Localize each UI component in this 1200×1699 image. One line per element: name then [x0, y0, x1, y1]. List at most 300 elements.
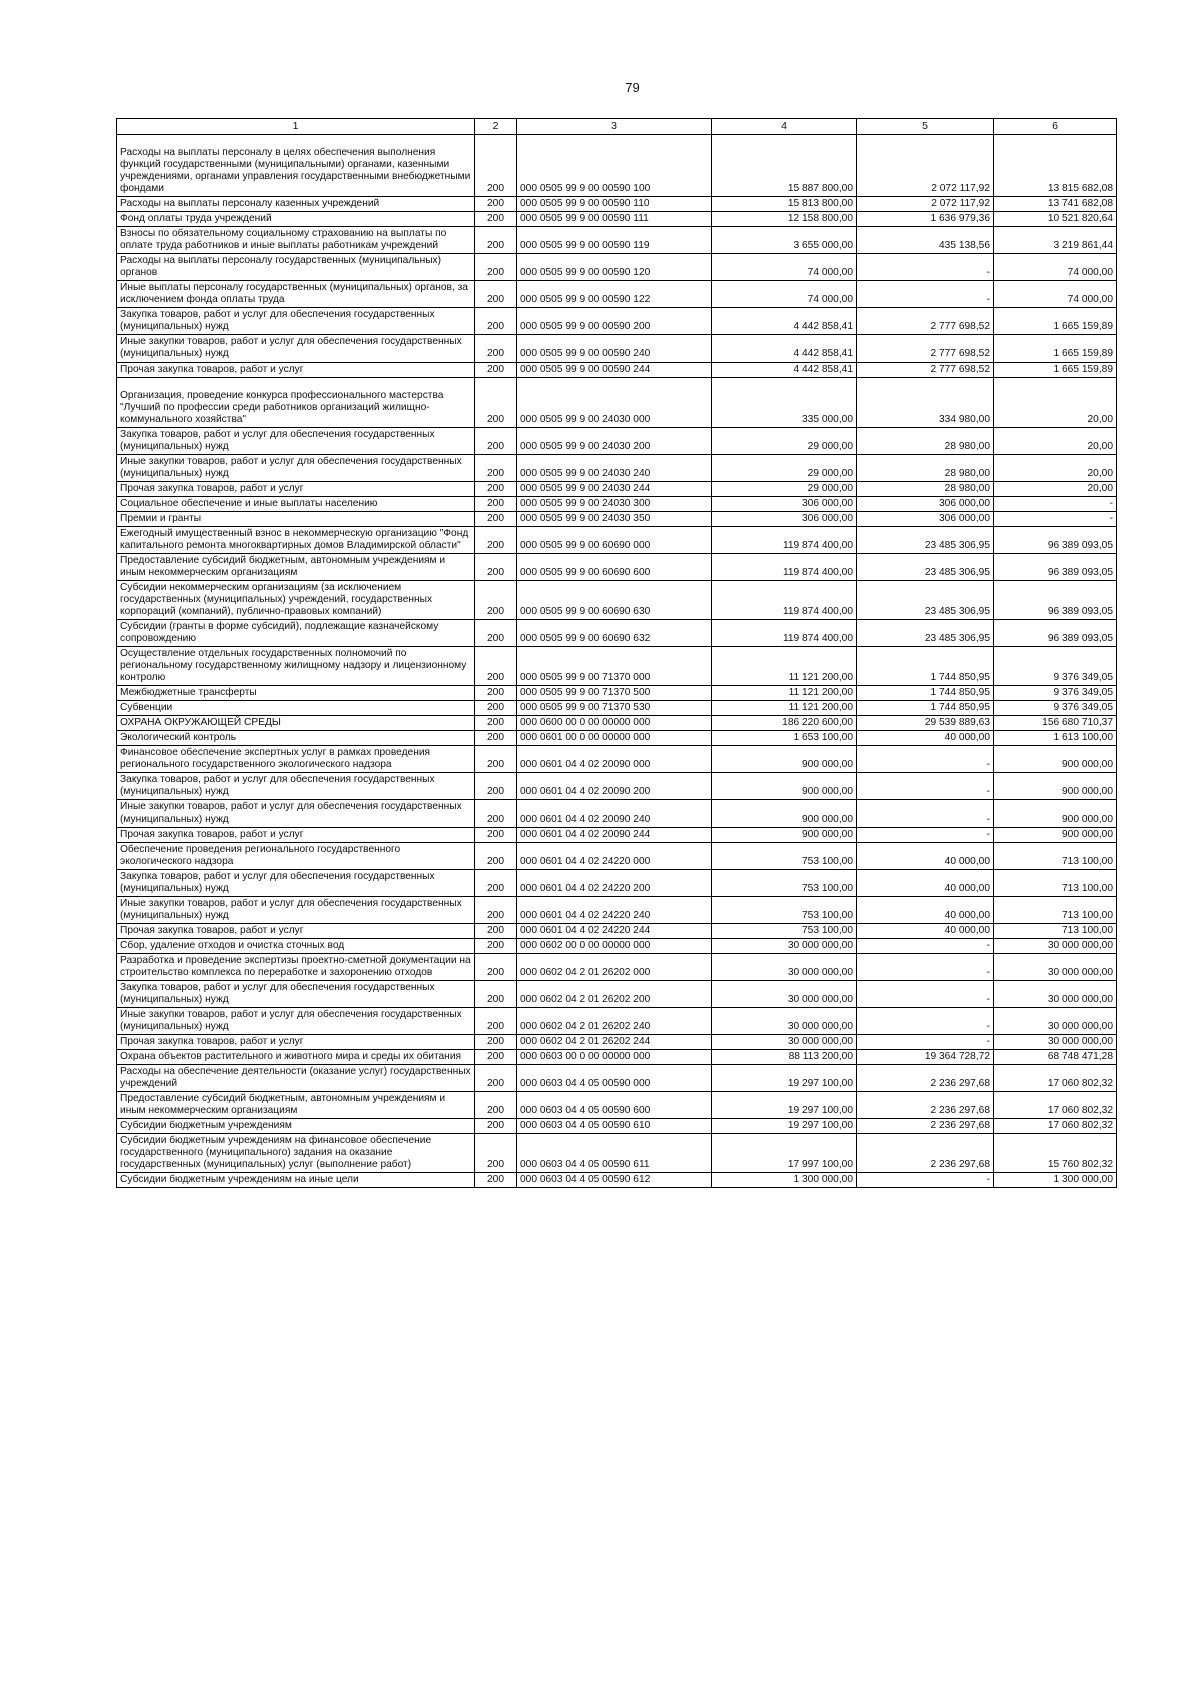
table-row	[117, 938, 1117, 953]
admin-code: 200	[475, 896, 517, 923]
approved-amount: 17 997 100,00	[712, 1134, 857, 1173]
executed-amount: 2 236 297,68	[857, 1065, 994, 1092]
item-name: Расходы на выплаты персоналу государственных (муниципальных) органов	[117, 254, 475, 281]
approved-amount: 900 000,00	[712, 800, 857, 827]
admin-code: 200	[475, 1134, 517, 1173]
item-name: Расходы на выплаты персоналу казенных учреждений	[117, 197, 475, 212]
item-name: Ежегодный имущественный взнос в некоммерческую организацию "Фонд капитального ремонта многоквартирных домов Владимирской области"	[117, 526, 475, 553]
table-row	[117, 701, 1117, 716]
item-name: Иные закупки товаров, работ и услуг для обеспечения государственных (муниципальных) нужд	[117, 1007, 475, 1034]
approved-amount: 74 000,00	[712, 281, 857, 308]
executed-amount: 19 364 728,72	[857, 1050, 994, 1065]
table-row	[117, 953, 1117, 980]
item-name: Иные выплаты персоналу государственных (муниципальных) органов, за исключением фонда оплаты труда	[117, 281, 475, 308]
budget-code: 000 0505 99 9 00 00590 122	[517, 281, 712, 308]
executed-amount: 2 236 297,68	[857, 1134, 994, 1173]
approved-amount: 306 000,00	[712, 511, 857, 526]
budget-code: 000 0603 04 4 05 00590 000	[517, 1065, 712, 1092]
admin-code: 200	[475, 526, 517, 553]
unexecuted-amount: 9 376 349,05	[994, 647, 1117, 686]
header-row	[117, 119, 1117, 135]
executed-amount: 40 000,00	[857, 842, 994, 869]
unexecuted-amount: 68 748 471,28	[994, 1050, 1117, 1065]
admin-code: 200	[475, 427, 517, 454]
unexecuted-amount: 13 741 682,08	[994, 197, 1117, 212]
budget-code: 000 0505 99 9 00 24030 244	[517, 481, 712, 496]
budget-code: 000 0505 99 9 00 60690 632	[517, 620, 712, 647]
admin-code: 200	[475, 281, 517, 308]
budget-code: 000 0505 99 9 00 00590 120	[517, 254, 712, 281]
executed-amount: -	[857, 800, 994, 827]
budget-code: 000 0505 99 9 00 71370 500	[517, 686, 712, 701]
item-name: Взносы по обязательному социальному страхованию на выплаты по оплате труда работников и иные выплаты работникам учреждений	[117, 227, 475, 254]
executed-amount: 40 000,00	[857, 731, 994, 746]
admin-code: 200	[475, 553, 517, 580]
approved-amount: 306 000,00	[712, 496, 857, 511]
executed-amount: -	[857, 827, 994, 842]
approved-amount: 29 000,00	[712, 454, 857, 481]
page-number: 79	[625, 80, 640, 95]
budget-code: 000 0505 99 9 00 60690 600	[517, 553, 712, 580]
table-row	[117, 1173, 1117, 1188]
item-name: Прочая закупка товаров, работ и услуг	[117, 827, 475, 842]
item-name: Иные закупки товаров, работ и услуг для обеспечения государственных (муниципальных) нужд	[117, 800, 475, 827]
budget-code: 000 0505 99 9 00 71370 530	[517, 701, 712, 716]
table-row	[117, 827, 1117, 842]
item-name: Осуществление отдельных государственных полномочий по региональному государственному жилищному надзору и лицензионному контролю	[117, 647, 475, 686]
budget-code: 000 0505 99 9 00 00590 240	[517, 335, 712, 362]
admin-code: 200	[475, 686, 517, 701]
admin-code: 200	[475, 197, 517, 212]
budget-code: 000 0603 04 4 05 00590 600	[517, 1092, 712, 1119]
unexecuted-amount: 1 665 159,89	[994, 308, 1117, 335]
table-row	[117, 842, 1117, 869]
unexecuted-amount: 713 100,00	[994, 869, 1117, 896]
executed-amount: -	[857, 281, 994, 308]
admin-code: 200	[475, 1065, 517, 1092]
table-body	[117, 135, 1117, 1188]
table-row	[117, 197, 1117, 212]
admin-code: 200	[475, 953, 517, 980]
admin-code: 200	[475, 335, 517, 362]
item-name: Премии и гранты	[117, 511, 475, 526]
approved-amount: 1 653 100,00	[712, 731, 857, 746]
budget-code: 000 0601 04 4 02 20090 200	[517, 773, 712, 800]
table-row	[117, 526, 1117, 553]
admin-code: 200	[475, 1119, 517, 1134]
approved-amount: 11 121 200,00	[712, 686, 857, 701]
item-name: Субвенции	[117, 701, 475, 716]
unexecuted-amount: 1 665 159,89	[994, 335, 1117, 362]
unexecuted-amount: 30 000 000,00	[994, 1035, 1117, 1050]
item-name: Межбюджетные трансферты	[117, 686, 475, 701]
item-name: Обеспечение проведения регионального государственного экологического надзора	[117, 842, 475, 869]
approved-amount: 30 000 000,00	[712, 938, 857, 953]
header-col-6: 6	[994, 119, 1117, 135]
item-name: Иные закупки товаров, работ и услуг для обеспечения государственных (муниципальных) нужд	[117, 896, 475, 923]
unexecuted-amount: 9 376 349,05	[994, 701, 1117, 716]
admin-code: 200	[475, 869, 517, 896]
budget-code: 000 0601 04 4 02 20090 000	[517, 746, 712, 773]
table-row	[117, 800, 1117, 827]
item-name: Сбор, удаление отходов и очистка сточных вод	[117, 938, 475, 953]
unexecuted-amount: 900 000,00	[994, 746, 1117, 773]
table-row	[117, 227, 1117, 254]
unexecuted-amount: 96 389 093,05	[994, 526, 1117, 553]
approved-amount: 30 000 000,00	[712, 980, 857, 1007]
budget-code: 000 0602 04 2 01 26202 200	[517, 980, 712, 1007]
approved-amount: 1 300 000,00	[712, 1173, 857, 1188]
unexecuted-amount: 900 000,00	[994, 800, 1117, 827]
admin-code: 200	[475, 254, 517, 281]
table-row	[117, 580, 1117, 619]
unexecuted-amount: -	[994, 496, 1117, 511]
admin-code: 200	[475, 701, 517, 716]
unexecuted-amount: 30 000 000,00	[994, 953, 1117, 980]
table-row	[117, 773, 1117, 800]
executed-amount: -	[857, 254, 994, 281]
budget-code: 000 0603 04 4 05 00590 610	[517, 1119, 712, 1134]
admin-code: 200	[475, 1050, 517, 1065]
table-row	[117, 1007, 1117, 1034]
item-name: Финансовое обеспечение экспертных услуг в рамках проведения регионального государственного экологического надзора	[117, 746, 475, 773]
budget-code: 000 0602 04 2 01 26202 000	[517, 953, 712, 980]
budget-code: 000 0505 99 9 00 24030 240	[517, 454, 712, 481]
approved-amount: 753 100,00	[712, 842, 857, 869]
item-name: Предоставление субсидий бюджетным, автономным учреждениям и иным некоммерческим организациям	[117, 1092, 475, 1119]
admin-code: 200	[475, 481, 517, 496]
executed-amount: 28 980,00	[857, 427, 994, 454]
budget-code: 000 0505 99 9 00 00590 244	[517, 362, 712, 377]
header-col-4: 4	[712, 119, 857, 135]
table-header	[117, 119, 1117, 135]
admin-code: 200	[475, 716, 517, 731]
unexecuted-amount: 900 000,00	[994, 827, 1117, 842]
item-name: Закупка товаров, работ и услуг для обеспечения государственных (муниципальных) нужд	[117, 869, 475, 896]
executed-amount: 1 744 850,95	[857, 701, 994, 716]
executed-amount: 2 777 698,52	[857, 308, 994, 335]
budget-code: 000 0601 04 4 02 20090 240	[517, 800, 712, 827]
executed-amount: 28 980,00	[857, 481, 994, 496]
table-row	[117, 496, 1117, 511]
table-row	[117, 308, 1117, 335]
executed-amount: 2 072 117,92	[857, 135, 994, 197]
executed-amount: -	[857, 1007, 994, 1034]
executed-amount: 1 744 850,95	[857, 647, 994, 686]
table-row	[117, 511, 1117, 526]
admin-code: 200	[475, 923, 517, 938]
approved-amount: 19 297 100,00	[712, 1065, 857, 1092]
approved-amount: 753 100,00	[712, 869, 857, 896]
item-name: Прочая закупка товаров, работ и услуг	[117, 923, 475, 938]
item-name: Прочая закупка товаров, работ и услуг	[117, 481, 475, 496]
unexecuted-amount: 30 000 000,00	[994, 980, 1117, 1007]
executed-amount: 2 777 698,52	[857, 362, 994, 377]
budget-code: 000 0505 99 9 00 71370 000	[517, 647, 712, 686]
item-name: Прочая закупка товаров, работ и услуг	[117, 1035, 475, 1050]
item-name: Субсидии бюджетным учреждениям	[117, 1119, 475, 1134]
table-row	[117, 254, 1117, 281]
table-row	[117, 1134, 1117, 1173]
unexecuted-amount: 1 665 159,89	[994, 362, 1117, 377]
item-name: Фонд оплаты труда учреждений	[117, 212, 475, 227]
executed-amount: 23 485 306,95	[857, 526, 994, 553]
table-row	[117, 454, 1117, 481]
table-row	[117, 716, 1117, 731]
budget-code: 000 0601 00 0 00 00000 000	[517, 731, 712, 746]
budget-code: 000 0505 99 9 00 00590 100	[517, 135, 712, 197]
admin-code: 200	[475, 1173, 517, 1188]
executed-amount: 23 485 306,95	[857, 553, 994, 580]
executed-amount: 29 539 889,63	[857, 716, 994, 731]
table-row	[117, 896, 1117, 923]
admin-code: 200	[475, 1007, 517, 1034]
approved-amount: 11 121 200,00	[712, 701, 857, 716]
approved-amount: 15 887 800,00	[712, 135, 857, 197]
budget-code: 000 0505 99 9 00 24030 200	[517, 427, 712, 454]
table-row	[117, 686, 1117, 701]
executed-amount: 2 777 698,52	[857, 335, 994, 362]
approved-amount: 19 297 100,00	[712, 1092, 857, 1119]
approved-amount: 30 000 000,00	[712, 953, 857, 980]
table-row	[117, 553, 1117, 580]
table-row	[117, 1035, 1117, 1050]
unexecuted-amount: 9 376 349,05	[994, 686, 1117, 701]
budget-code: 000 0602 04 2 01 26202 244	[517, 1035, 712, 1050]
admin-code: 200	[475, 731, 517, 746]
admin-code: 200	[475, 377, 517, 427]
executed-amount: 435 138,56	[857, 227, 994, 254]
unexecuted-amount: 15 760 802,32	[994, 1134, 1117, 1173]
budget-code: 000 0505 99 9 00 24030 350	[517, 511, 712, 526]
approved-amount: 4 442 858,41	[712, 335, 857, 362]
table-row	[117, 869, 1117, 896]
table-row	[117, 1050, 1117, 1065]
approved-amount: 119 874 400,00	[712, 620, 857, 647]
approved-amount: 900 000,00	[712, 827, 857, 842]
item-name: Предоставление субсидий бюджетным, автономным учреждениям и иным некоммерческим организациям	[117, 553, 475, 580]
executed-amount: -	[857, 953, 994, 980]
admin-code: 200	[475, 980, 517, 1007]
admin-code: 200	[475, 620, 517, 647]
item-name: ОХРАНА ОКРУЖАЮЩЕЙ СРЕДЫ	[117, 716, 475, 731]
budget-code: 000 0505 99 9 00 24030 300	[517, 496, 712, 511]
unexecuted-amount: 74 000,00	[994, 281, 1117, 308]
budget-code: 000 0505 99 9 00 60690 000	[517, 526, 712, 553]
unexecuted-amount: 900 000,00	[994, 773, 1117, 800]
budget-code: 000 0603 04 4 05 00590 611	[517, 1134, 712, 1173]
budget-code: 000 0505 99 9 00 00590 111	[517, 212, 712, 227]
unexecuted-amount: 1 300 000,00	[994, 1173, 1117, 1188]
item-name: Закупка товаров, работ и услуг для обеспечения государственных (муниципальных) нужд	[117, 773, 475, 800]
approved-amount: 11 121 200,00	[712, 647, 857, 686]
budget-code: 000 0601 04 4 02 24220 200	[517, 869, 712, 896]
budget-code: 000 0601 04 4 02 24220 000	[517, 842, 712, 869]
unexecuted-amount: 17 060 802,32	[994, 1119, 1117, 1134]
admin-code: 200	[475, 842, 517, 869]
unexecuted-amount: 20,00	[994, 481, 1117, 496]
budget-code: 000 0505 99 9 00 00590 200	[517, 308, 712, 335]
executed-amount: -	[857, 1035, 994, 1050]
unexecuted-amount: 713 100,00	[994, 842, 1117, 869]
unexecuted-amount: 17 060 802,32	[994, 1092, 1117, 1119]
admin-code: 200	[475, 1092, 517, 1119]
table-row	[117, 731, 1117, 746]
executed-amount: 1 744 850,95	[857, 686, 994, 701]
budget-code: 000 0505 99 9 00 00590 110	[517, 197, 712, 212]
executed-amount: 28 980,00	[857, 454, 994, 481]
executed-amount: -	[857, 980, 994, 1007]
item-name: Субсидии некоммерческим организациям (за исключением государственных (муниципальных) учреждений, государственных корпораций (компаний), публично-правовых компаний)	[117, 580, 475, 619]
unexecuted-amount: 713 100,00	[994, 923, 1117, 938]
table-row	[117, 335, 1117, 362]
unexecuted-amount: 96 389 093,05	[994, 553, 1117, 580]
item-name: Субсидии бюджетным учреждениям на финансовое обеспечение государственного (муниципального) задания на оказание государственных (муниципальных) услуг (выполнение работ)	[117, 1134, 475, 1173]
unexecuted-amount: 1 613 100,00	[994, 731, 1117, 746]
admin-code: 200	[475, 1035, 517, 1050]
admin-code: 200	[475, 362, 517, 377]
executed-amount: 40 000,00	[857, 896, 994, 923]
item-name: Расходы на обеспечение деятельности (оказание услуг) государственных учреждений	[117, 1065, 475, 1092]
table-row	[117, 135, 1117, 197]
item-name: Разработка и проведение экспертизы проектно-сметной документации на строительство комплекса по переработке и захоронению отходов	[117, 953, 475, 980]
header-col-1: 1	[117, 119, 475, 135]
executed-amount: 40 000,00	[857, 923, 994, 938]
unexecuted-amount: 20,00	[994, 427, 1117, 454]
table-row	[117, 377, 1117, 427]
table-row	[117, 923, 1117, 938]
executed-amount: 306 000,00	[857, 511, 994, 526]
approved-amount: 119 874 400,00	[712, 526, 857, 553]
item-name: Закупка товаров, работ и услуг для обеспечения государственных (муниципальных) нужд	[117, 427, 475, 454]
table-row	[117, 281, 1117, 308]
admin-code: 200	[475, 496, 517, 511]
approved-amount: 19 297 100,00	[712, 1119, 857, 1134]
approved-amount: 29 000,00	[712, 481, 857, 496]
executed-amount: 2 236 297,68	[857, 1119, 994, 1134]
table-row	[117, 980, 1117, 1007]
executed-amount: 334 980,00	[857, 377, 994, 427]
executed-amount: -	[857, 773, 994, 800]
executed-amount: -	[857, 1173, 994, 1188]
unexecuted-amount: 10 521 820,64	[994, 212, 1117, 227]
admin-code: 200	[475, 773, 517, 800]
item-name: Прочая закупка товаров, работ и услуг	[117, 362, 475, 377]
executed-amount: 2 236 297,68	[857, 1092, 994, 1119]
approved-amount: 900 000,00	[712, 746, 857, 773]
item-name: Иные закупки товаров, работ и услуг для обеспечения государственных (муниципальных) нужд	[117, 454, 475, 481]
approved-amount: 4 442 858,41	[712, 362, 857, 377]
approved-amount: 30 000 000,00	[712, 1035, 857, 1050]
approved-amount: 4 442 858,41	[712, 308, 857, 335]
budget-code: 000 0600 00 0 00 00000 000	[517, 716, 712, 731]
executed-amount: 2 072 117,92	[857, 197, 994, 212]
table-row	[117, 620, 1117, 647]
table-row	[117, 427, 1117, 454]
item-name: Закупка товаров, работ и услуг для обеспечения государственных (муниципальных) нужд	[117, 980, 475, 1007]
approved-amount: 900 000,00	[712, 773, 857, 800]
admin-code: 200	[475, 135, 517, 197]
item-name: Охрана объектов растительного и животного мира и среды их обитания	[117, 1050, 475, 1065]
executed-amount: 23 485 306,95	[857, 620, 994, 647]
unexecuted-amount: 30 000 000,00	[994, 938, 1117, 953]
executed-amount: 1 636 979,36	[857, 212, 994, 227]
approved-amount: 88 113 200,00	[712, 1050, 857, 1065]
unexecuted-amount: 17 060 802,32	[994, 1065, 1117, 1092]
executed-amount: 23 485 306,95	[857, 580, 994, 619]
item-name: Иные закупки товаров, работ и услуг для обеспечения государственных (муниципальных) нужд	[117, 335, 475, 362]
table-row	[117, 481, 1117, 496]
approved-amount: 186 220 600,00	[712, 716, 857, 731]
budget-code: 000 0505 99 9 00 24030 000	[517, 377, 712, 427]
unexecuted-amount: 13 815 682,08	[994, 135, 1117, 197]
header-col-5: 5	[857, 119, 994, 135]
budget-code: 000 0505 99 9 00 00590 119	[517, 227, 712, 254]
approved-amount: 15 813 800,00	[712, 197, 857, 212]
unexecuted-amount: 20,00	[994, 377, 1117, 427]
table-row	[117, 1092, 1117, 1119]
admin-code: 200	[475, 800, 517, 827]
approved-amount: 3 655 000,00	[712, 227, 857, 254]
admin-code: 200	[475, 580, 517, 619]
executed-amount: 40 000,00	[857, 869, 994, 896]
header-col-3: 3	[517, 119, 712, 135]
item-name: Организация, проведение конкурса профессионального мастерства "Лучший по профессии среди работников организаций жилищно-коммунального хозяйства"	[117, 377, 475, 427]
admin-code: 200	[475, 647, 517, 686]
approved-amount: 753 100,00	[712, 923, 857, 938]
unexecuted-amount: 20,00	[994, 454, 1117, 481]
approved-amount: 74 000,00	[712, 254, 857, 281]
approved-amount: 119 874 400,00	[712, 553, 857, 580]
item-name: Экологический контроль	[117, 731, 475, 746]
unexecuted-amount: 74 000,00	[994, 254, 1117, 281]
item-name: Закупка товаров, работ и услуг для обеспечения государственных (муниципальных) нужд	[117, 308, 475, 335]
unexecuted-amount: 156 680 710,37	[994, 716, 1117, 731]
admin-code: 200	[475, 454, 517, 481]
approved-amount: 12 158 800,00	[712, 212, 857, 227]
budget-table	[116, 118, 1117, 1188]
budget-code: 000 0601 04 4 02 20090 244	[517, 827, 712, 842]
admin-code: 200	[475, 212, 517, 227]
table-row	[117, 1065, 1117, 1092]
item-name: Субсидии (гранты в форме субсидий), подлежащие казначейскому сопровождению	[117, 620, 475, 647]
approved-amount: 119 874 400,00	[712, 580, 857, 619]
admin-code: 200	[475, 938, 517, 953]
item-name: Социальное обеспечение и иные выплаты населению	[117, 496, 475, 511]
item-name: Субсидии бюджетным учреждениям на иные цели	[117, 1173, 475, 1188]
unexecuted-amount: 3 219 861,44	[994, 227, 1117, 254]
unexecuted-amount: 30 000 000,00	[994, 1007, 1117, 1034]
budget-code: 000 0602 00 0 00 00000 000	[517, 938, 712, 953]
budget-code: 000 0505 99 9 00 60690 630	[517, 580, 712, 619]
table-row	[117, 647, 1117, 686]
table-row	[117, 212, 1117, 227]
approved-amount: 30 000 000,00	[712, 1007, 857, 1034]
unexecuted-amount: 96 389 093,05	[994, 620, 1117, 647]
admin-code: 200	[475, 827, 517, 842]
table-row	[117, 362, 1117, 377]
budget-code: 000 0603 04 4 05 00590 612	[517, 1173, 712, 1188]
approved-amount: 29 000,00	[712, 427, 857, 454]
admin-code: 200	[475, 227, 517, 254]
table-row	[117, 746, 1117, 773]
admin-code: 200	[475, 308, 517, 335]
unexecuted-amount: 96 389 093,05	[994, 580, 1117, 619]
budget-code: 000 0603 00 0 00 00000 000	[517, 1050, 712, 1065]
budget-code: 000 0602 04 2 01 26202 240	[517, 1007, 712, 1034]
admin-code: 200	[475, 511, 517, 526]
approved-amount: 753 100,00	[712, 896, 857, 923]
